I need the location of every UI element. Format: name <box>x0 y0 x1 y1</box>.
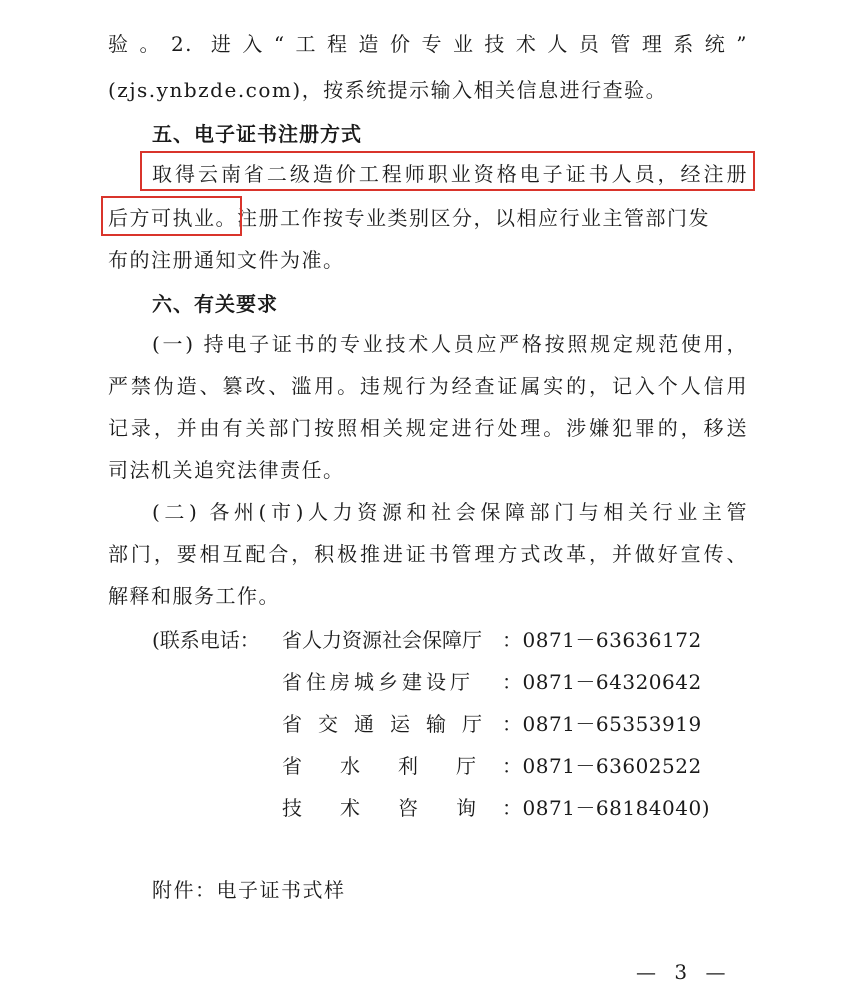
highlight-outline-bottom <box>101 196 242 236</box>
contact-number: ：0871－64320642 <box>502 670 702 694</box>
contact-number: ：0871－63636172 <box>502 628 702 652</box>
section-heading-6: 六、有关要求 <box>152 292 278 316</box>
paragraph-line: 解释和服务工作。 <box>108 584 280 608</box>
paragraph-line: 司法机关追究法律责任。 <box>108 458 345 482</box>
contact-number: ：0871－65353919 <box>502 712 702 736</box>
attachment-line: 附件：电子证书式样 <box>152 878 346 902</box>
paragraph-line: 严禁伪造、篡改、滥用。违规行为经查证属实的，记入个人信用 <box>108 374 748 398</box>
paragraph-line: (二) 各州(市)人力资源和社会保障部门与相关行业主管 <box>152 500 748 524</box>
section-heading-5: 五、电子证书注册方式 <box>152 122 362 146</box>
paragraph-text: 注册工作按专业类别区分，以相应行业主管部门发 <box>237 206 710 230</box>
contact-prefix: (联系电话： <box>152 628 260 652</box>
paragraph-line: (zjs.ynbzde.com)，按系统提示输入相关信息进行查验。 <box>108 78 668 102</box>
highlighted-text: 后方可执业。 <box>108 206 237 230</box>
paragraph-line: (一) 持电子证书的专业技术人员应严格按照规定规范使用， <box>152 332 748 356</box>
paragraph-line: 记录，并由有关部门按照相关规定进行处理。涉嫌犯罪的，移送 <box>108 416 748 440</box>
contact-label: 省水利厅 <box>282 754 514 778</box>
contact-number: ：0871－63602522 <box>502 754 702 778</box>
contact-label: 省交通运输厅 <box>282 712 498 736</box>
paragraph-line: 验。2. 进入“工程造价专业技术人员管理系统” <box>108 32 748 56</box>
highlight-outline-top <box>140 151 755 191</box>
page-number: — 3 — <box>636 960 732 984</box>
paragraph-line: 布的注册通知文件为准。 <box>108 248 345 272</box>
paragraph-line: 取得云南省二级造价工程师职业资格电子证书人员，经注册 <box>152 162 748 186</box>
contact-label: 省住房城乡建设厅 <box>282 670 474 694</box>
paragraph-line: 部门，要相互配合，积极推进证书管理方式改革，并做好宣传、 <box>108 542 748 566</box>
contact-label: 省人力资源社会保障厅 <box>282 628 482 652</box>
contact-number: ：0871－68184040) <box>502 796 710 820</box>
contact-label: 技术咨询 <box>282 796 514 820</box>
